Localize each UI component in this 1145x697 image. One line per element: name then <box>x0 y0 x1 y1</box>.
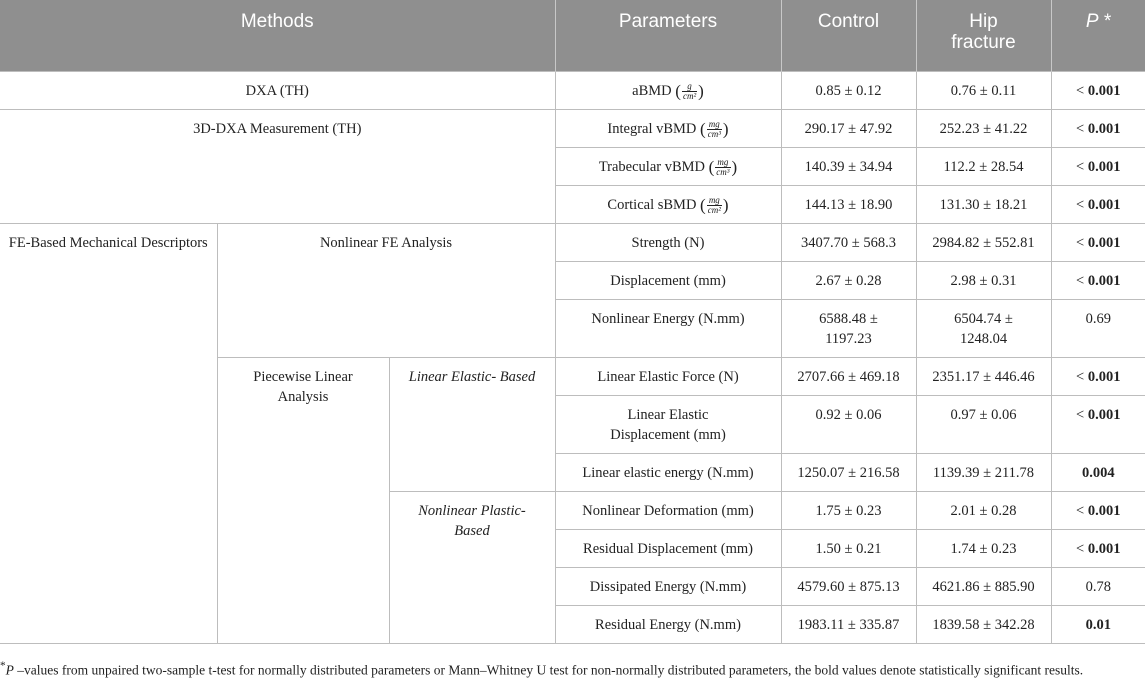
p-value: 0.78 <box>1085 579 1111 595</box>
p-prefix: < <box>1076 197 1088 213</box>
param-label: Nonlinear Deformation (mm) <box>555 492 781 530</box>
param-label: aBMD <box>632 83 672 99</box>
p-value: 0.001 <box>1087 407 1121 423</box>
hip-value: 131.30 ± 18.21 <box>916 186 1051 224</box>
unit-numerator: mg <box>707 120 722 130</box>
group-piecewise-linear: Piecewise Linear Analysis <box>217 358 389 644</box>
p-value: 0.001 <box>1087 159 1121 175</box>
p-prefix: < <box>1076 273 1088 289</box>
table-row <box>0 224 1145 262</box>
param-cell: aBMD ( $\frac{g}{\text{cm²}}$ ) <box>555 72 781 110</box>
p-value: 0.001 <box>1087 83 1121 99</box>
unit-numerator: g <box>682 82 697 92</box>
p-prefix: < <box>1076 541 1088 557</box>
p-value-cell <box>1051 568 1145 606</box>
p-value: 0.001 <box>1087 235 1121 251</box>
p-value: 0.001 <box>1087 121 1121 137</box>
control-value: 1983.11 ± 335.87 <box>781 606 916 644</box>
param-cell: Cortical sBMD ( $\frac{mg}{\text{cm²}}$ ) <box>555 186 781 224</box>
footnote-text: –values from unpaired two-sample t-test for normally distributed parameters or Mann–Whitney U test for non-normally distributed parameters, the bold values denote statistically significant results. <box>13 662 1084 678</box>
p-value-cell <box>1051 186 1145 224</box>
control-value: 1250.07 ± 216.58 <box>781 454 916 492</box>
hip-value: 1139.39 ± 211.78 <box>916 454 1051 492</box>
unit-denominator: cm² <box>707 205 721 216</box>
p-prefix: < <box>1076 235 1088 251</box>
unit-fraction <box>707 120 722 139</box>
control-value: 2707.66 ± 469.18 <box>781 358 916 396</box>
param-label: Linear Elastic Force (N) <box>555 358 781 396</box>
control-value: 144.13 ± 18.90 <box>781 186 916 224</box>
p-value-cell <box>1051 110 1145 148</box>
p-value-cell <box>1051 224 1145 262</box>
p-value-cell <box>1051 358 1145 396</box>
footnote-star: * <box>0 660 6 672</box>
table-row <box>0 110 1145 148</box>
header-methods: Methods <box>0 0 555 72</box>
unit-denominator: cm³ <box>707 129 721 140</box>
control-value: 0.85 ± 0.12 <box>781 72 916 110</box>
hip-value: 2351.17 ± 446.46 <box>916 358 1051 396</box>
header-p-letter: P <box>1085 11 1098 32</box>
control-value: 6588.48 ± 1197.23 <box>781 300 916 358</box>
group-3d-dxa: 3D-DXA Measurement (TH) <box>0 110 555 224</box>
header-parameters: Parameters <box>555 0 781 72</box>
footnote-p: P <box>5 662 14 678</box>
group-fe-based: FE-Based Mechanical Descriptors <box>0 224 217 644</box>
group-dxa: DXA (TH) <box>0 72 555 110</box>
header-p-value <box>1051 0 1145 72</box>
p-value: 0.001 <box>1087 503 1121 519</box>
param-cell: Trabecular vBMD ( $\frac{mg}{\text{cm³}}$ ) <box>555 148 781 186</box>
hip-value: 0.97 ± 0.06 <box>916 396 1051 454</box>
param-cell: Integral vBMD ( $\frac{mg}{\text{cm³}}$ ) <box>555 110 781 148</box>
p-value-cell <box>1051 606 1145 644</box>
param-label: Residual Energy (N.mm) <box>555 606 781 644</box>
header-hip-line1: Hip <box>969 11 998 32</box>
param-label: Trabecular vBMD <box>598 159 705 175</box>
table-row <box>0 72 1145 110</box>
p-value-cell <box>1051 72 1145 110</box>
p-prefix: < <box>1076 369 1088 385</box>
hip-value: 6504.74 ± 1248.04 <box>916 300 1051 358</box>
p-value-cell <box>1051 492 1145 530</box>
group-linear-elastic: Linear Elastic- Based <box>389 358 555 492</box>
control-value: 140.39 ± 34.94 <box>781 148 916 186</box>
hip-value: 2.01 ± 0.28 <box>916 492 1051 530</box>
param-label: Cortical sBMD <box>607 197 697 213</box>
param-label: Residual Displacement (mm) <box>555 530 781 568</box>
param-label: Integral vBMD <box>607 121 697 137</box>
table-footnote <box>0 657 1140 680</box>
p-value-cell <box>1051 396 1145 454</box>
header-control: Control <box>781 0 916 72</box>
p-value: 0.001 <box>1087 273 1121 289</box>
param-label: Strength (N) <box>555 224 781 262</box>
unit-fraction <box>682 82 697 101</box>
p-prefix: < <box>1076 407 1088 423</box>
control-value: 4579.60 ± 875.13 <box>781 568 916 606</box>
p-value: 0.001 <box>1087 541 1121 557</box>
p-prefix: < <box>1076 83 1088 99</box>
unit-denominator: cm² <box>682 91 697 102</box>
control-value: 1.50 ± 0.21 <box>781 530 916 568</box>
p-value: 0.004 <box>1081 465 1115 481</box>
p-value-cell <box>1051 530 1145 568</box>
hip-value: 252.23 ± 41.22 <box>916 110 1051 148</box>
p-value: 0.01 <box>1085 617 1111 633</box>
control-value: 3407.70 ± 568.3 <box>781 224 916 262</box>
hip-value: 2.98 ± 0.31 <box>916 262 1051 300</box>
header-row <box>0 0 1145 72</box>
unit-denominator: cm³ <box>716 167 730 178</box>
hip-value: 2984.82 ± 552.81 <box>916 224 1051 262</box>
p-value: 0.001 <box>1087 197 1121 213</box>
p-value-cell <box>1051 148 1145 186</box>
control-value: 2.67 ± 0.28 <box>781 262 916 300</box>
p-value-cell <box>1051 262 1145 300</box>
p-value: 0.69 <box>1085 311 1111 327</box>
param-label: Displacement (mm) <box>555 262 781 300</box>
param-label: Dissipated Energy (N.mm) <box>555 568 781 606</box>
header-hip-fracture <box>916 0 1051 72</box>
unit-fraction <box>707 196 722 215</box>
group-nonlinear-fe: Nonlinear FE Analysis <box>217 224 555 358</box>
hip-value: 0.76 ± 0.11 <box>916 72 1051 110</box>
control-value: 1.75 ± 0.23 <box>781 492 916 530</box>
p-value: 0.001 <box>1087 369 1121 385</box>
hip-value: 1.74 ± 0.23 <box>916 530 1051 568</box>
p-prefix: < <box>1076 503 1088 519</box>
param-label: Linear Elastic Displacement (mm) <box>555 396 781 454</box>
group-nonlinear-plastic: Nonlinear Plastic-Based <box>389 492 555 644</box>
param-label: Nonlinear Energy (N.mm) <box>555 300 781 358</box>
hip-value: 4621.86 ± 885.90 <box>916 568 1051 606</box>
hip-value: 1839.58 ± 342.28 <box>916 606 1051 644</box>
p-value-cell <box>1051 454 1145 492</box>
unit-numerator: mg <box>707 196 722 206</box>
header-p-star: * <box>1097 11 1111 32</box>
control-value: 290.17 ± 47.92 <box>781 110 916 148</box>
p-prefix: < <box>1076 121 1088 137</box>
control-value: 0.92 ± 0.06 <box>781 396 916 454</box>
p-prefix: < <box>1076 159 1088 175</box>
unit-fraction <box>715 158 730 177</box>
hip-value: 112.2 ± 28.54 <box>916 148 1051 186</box>
header-hip-line2: fracture <box>951 32 1016 53</box>
unit-numerator: mg <box>715 158 730 168</box>
param-label: Linear elastic energy (N.mm) <box>555 454 781 492</box>
p-value-cell <box>1051 300 1145 358</box>
